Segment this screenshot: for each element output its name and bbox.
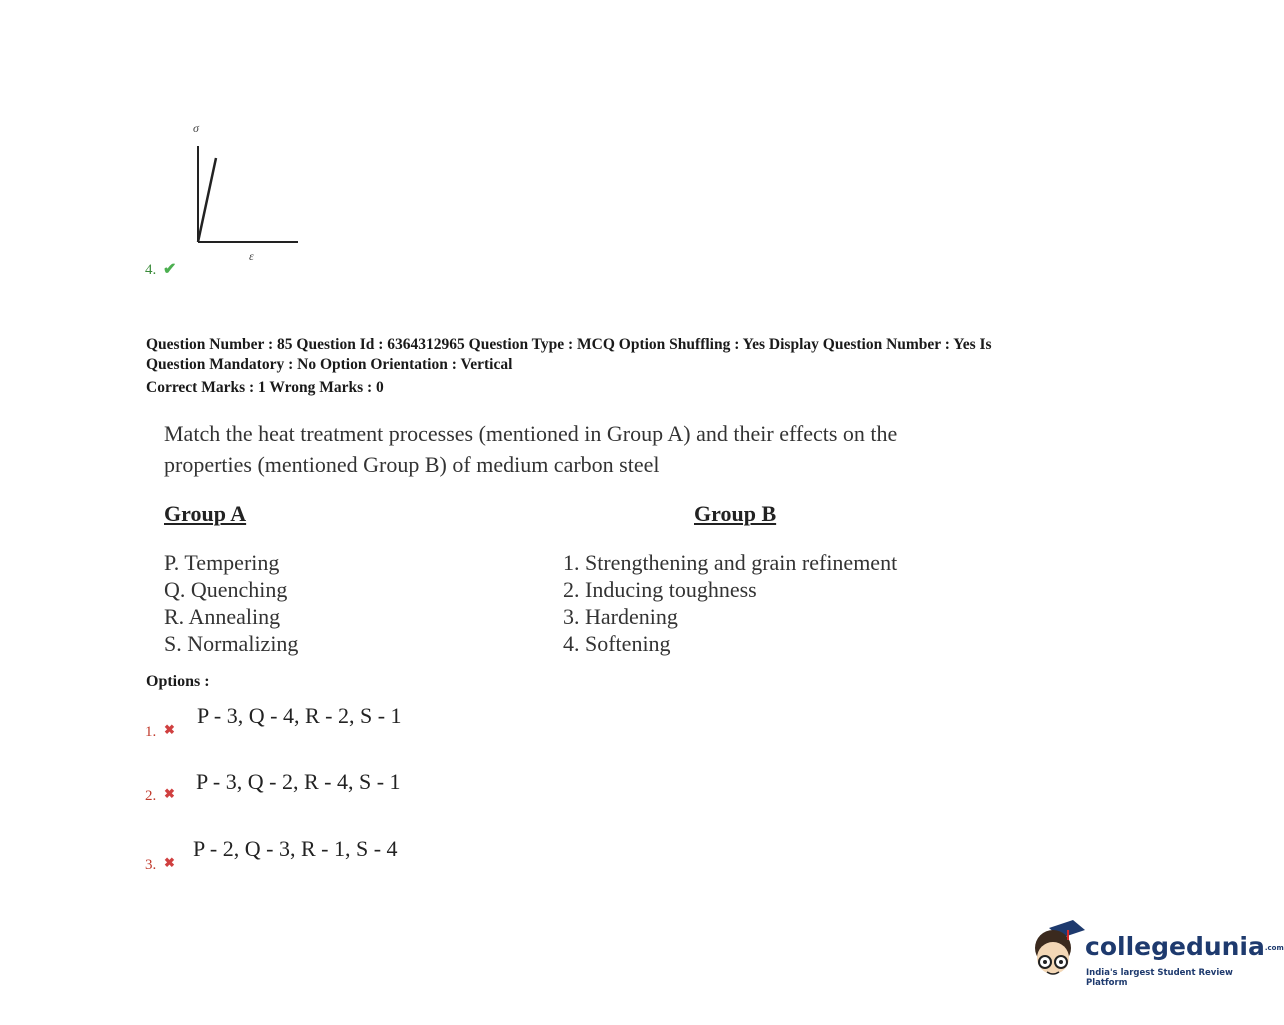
collegedunia-logo[interactable] xyxy=(1025,918,1284,988)
question-meta xyxy=(146,335,1106,375)
mascot-icon xyxy=(1025,918,1087,988)
option-number: 2. xyxy=(145,788,157,804)
question-text xyxy=(164,418,897,480)
logo-name-text: collegedunia xyxy=(1085,932,1265,961)
question-marks: Correct Marks : 1 Wrong Marks : 0 xyxy=(146,379,384,396)
question-text-line2: properties (mentioned Group B) of medium carbon steel xyxy=(164,452,660,477)
logo-name xyxy=(1085,932,1284,961)
cross-icon: ✖ xyxy=(164,786,175,801)
option-number: 1. xyxy=(145,724,157,740)
axis-label-sigma: σ xyxy=(193,121,199,135)
option-text[interactable]: P - 3, Q - 4, R - 2, S - 1 xyxy=(197,703,402,728)
question-meta-line2: Question Mandatory : No Option Orientation : Vertical xyxy=(146,356,513,373)
group-a-item: P. Tempering xyxy=(164,550,280,575)
group-a-item: Q. Quenching xyxy=(164,577,288,602)
group-b-item: 4. Softening xyxy=(563,631,671,656)
logo-tagline: India's largest Student Review Platform xyxy=(1086,968,1233,988)
cross-icon: ✖ xyxy=(164,722,175,737)
prev-option-graph xyxy=(170,118,310,268)
group-b-item: 2. Inducing toughness xyxy=(563,577,757,602)
question-text-line1: Match the heat treatment processes (mentioned in Group A) and their effects on the xyxy=(164,421,898,446)
options-label: Options : xyxy=(146,673,210,690)
option-text[interactable]: P - 2, Q - 3, R - 1, S - 4 xyxy=(193,836,398,861)
axis-label-epsilon: ε xyxy=(249,249,254,263)
stress-strain-graph xyxy=(170,118,310,268)
group-a-item: S. Normalizing xyxy=(164,631,299,656)
group-b-list xyxy=(563,549,897,657)
group-a-title: Group A xyxy=(164,501,247,526)
group-b-title: Group B xyxy=(694,501,777,526)
prev-option-number: 4. xyxy=(145,262,157,278)
group-b-item: 1. Strengthening and grain refinement xyxy=(563,550,898,575)
option-text[interactable]: P - 3, Q - 2, R - 4, S - 1 xyxy=(196,769,401,794)
stress-strain-line xyxy=(198,158,216,242)
logo-suffix: .com xyxy=(1264,944,1284,952)
group-a-item: R. Annealing xyxy=(164,604,281,629)
question-meta-line1: Question Number : 85 Question Id : 6364312965 Question Type : MCQ Option Shuffling : Yes Display Question Number : Yes Is xyxy=(146,336,992,353)
group-b-item: 3. Hardening xyxy=(563,604,678,629)
cross-icon: ✖ xyxy=(164,855,175,870)
option-number: 3. xyxy=(145,857,157,873)
group-a-list xyxy=(164,549,298,657)
check-icon: ✔ xyxy=(163,261,177,278)
